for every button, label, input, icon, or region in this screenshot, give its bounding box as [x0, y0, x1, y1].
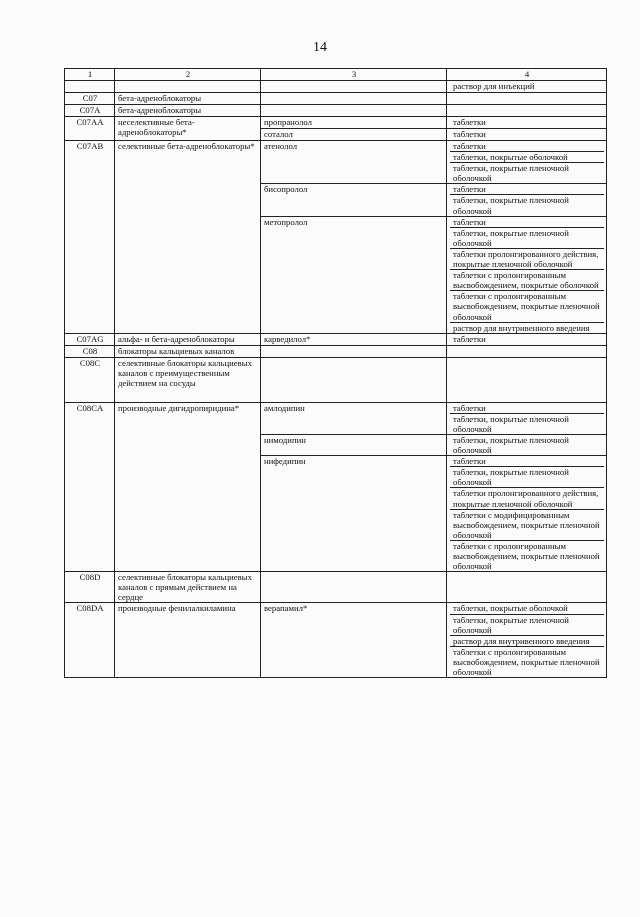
drug-name-cell — [261, 572, 447, 603]
dosage-form-item: раствор для внутривенного введения — [453, 322, 590, 333]
dosage-forms-cell — [447, 603, 607, 678]
dosage-forms-cell — [447, 105, 607, 117]
dosage-form-item: таблетки, покрытые пленочной оболочкой — [453, 163, 569, 184]
drug-name-cell — [261, 105, 447, 117]
dosage-forms-cell — [447, 129, 607, 141]
table-row — [65, 105, 607, 117]
header-cell: 1 — [65, 69, 115, 81]
dosage-form-item: таблетки с пролонгированным высвобождением, покрытые пленочной оболочкой — [453, 646, 600, 678]
dosage-form-item — [450, 105, 604, 116]
atc-code-cell — [65, 81, 115, 93]
page-number: 14 — [313, 40, 327, 55]
dosage-forms-cell — [447, 456, 607, 572]
dosage-form-item: раствор для внутривенного введения — [450, 636, 604, 647]
dosage-form-item: таблетки, покрытые оболочкой — [450, 152, 604, 163]
dosage-forms-cell — [447, 216, 607, 333]
group-name-cell: производные дигидропиридина* — [115, 402, 261, 572]
table-row — [65, 81, 607, 93]
dosage-form-item: таблетки пролонгированного действия, покрытые пленочной оболочкой — [450, 488, 604, 509]
dosage-forms-cell — [447, 117, 607, 129]
table-row — [65, 345, 607, 357]
atc-code-cell: C08 — [65, 345, 115, 357]
dosage-form-item: таблетки — [453, 333, 486, 344]
dosage-form-item: таблетки — [450, 403, 604, 414]
atc-code-cell: C08DA — [65, 603, 115, 678]
dosage-forms-cell — [447, 572, 607, 603]
dosage-form-item: таблетки с пролонгированным высвобождением, покрытые пленочной оболочкой — [453, 540, 600, 572]
drug-name-cell: амлодипин — [261, 402, 447, 434]
drug-name-cell: пропранолол — [261, 117, 447, 129]
dosage-forms-cell — [447, 357, 607, 402]
drug-name-cell — [261, 93, 447, 105]
group-name-cell — [115, 81, 261, 93]
table-row — [65, 603, 607, 678]
dosage-form-item — [450, 93, 604, 104]
dosage-form-item: таблетки, покрытые пленочной оболочкой — [453, 195, 569, 216]
group-name-cell: неселективные бета-адреноблокаторы* — [115, 117, 261, 141]
atc-code-cell: C08CA — [65, 402, 115, 572]
drug-name-cell: метопролол — [261, 216, 447, 333]
dosage-form-item: таблетки с пролонгированным высвобождением, покрытые оболочкой — [450, 270, 604, 291]
table-row — [65, 402, 607, 434]
drug-name-cell: соталол — [261, 129, 447, 141]
group-name-cell: производные фенилалкиламина — [115, 603, 261, 678]
group-name-cell: блокаторы кальциевых каналов — [115, 345, 261, 357]
dosage-form-item: таблетки, покрытые пленочной оболочкой — [453, 413, 569, 434]
atc-code-cell: C07A — [65, 105, 115, 117]
table-header-row — [65, 69, 607, 81]
atc-code-cell: C07AA — [65, 117, 115, 141]
drug-name-cell: атенолол — [261, 141, 447, 184]
dosage-form-item: таблетки, покрытые пленочной оболочкой — [450, 615, 604, 636]
table-row — [65, 117, 607, 129]
dosage-form-item: таблетки с модифицированным высвобождением, покрытые пленочной оболочкой — [450, 510, 604, 541]
header-cell: 2 — [115, 69, 261, 81]
header-cell: 4 — [447, 69, 607, 81]
atc-code-cell: C07AB — [65, 141, 115, 334]
dosage-form-item: таблетки, покрытые пленочной оболочкой — [450, 467, 604, 488]
atc-code-cell: C08D — [65, 572, 115, 603]
atc-code-cell: C07AG — [65, 333, 115, 345]
group-name-cell: селективные блокаторы кальциевых каналов с прямым действием на сердце — [115, 572, 261, 603]
dosage-form-item: таблетки — [453, 117, 486, 127]
dosage-form-item: таблетки — [450, 141, 604, 152]
atc-code-cell: C07 — [65, 93, 115, 105]
group-name-cell: бета-адреноблокаторы — [115, 105, 261, 117]
group-name-cell: бета-адреноблокаторы — [115, 93, 261, 105]
dosage-form-item: таблетки, покрытые пленочной оболочкой — [450, 228, 604, 249]
drug-name-cell: бисопролол — [261, 184, 447, 216]
group-name-cell: альфа- и бета-адреноблокаторы — [115, 333, 261, 345]
dosage-form-item: таблетки с пролонгированным высвобождением, покрытые пленочной оболочкой — [450, 291, 604, 322]
dosage-form-item: таблетки, покрытые пленочной оболочкой — [453, 434, 569, 456]
dosage-form-item: таблетки — [450, 217, 604, 228]
header-cell: 3 — [261, 69, 447, 81]
table-row — [65, 141, 607, 184]
dosage-forms-cell — [447, 345, 607, 357]
dosage-form-item: таблетки — [453, 129, 486, 139]
dosage-form-item: раствор для инъекций — [453, 81, 535, 91]
drug-name-cell — [261, 357, 447, 402]
dosage-form-item: таблетки — [450, 184, 604, 195]
table-row — [65, 333, 607, 345]
dosage-forms-cell — [447, 434, 607, 455]
dosage-form-item: таблетки — [450, 456, 604, 467]
dosage-forms-cell — [447, 93, 607, 105]
dosage-form-item: таблетки пролонгированного действия, покрытые пленочной оболочкой — [450, 249, 604, 270]
group-name-cell: селективные блокаторы кальциевых каналов с преимущественным действием на сосуды — [115, 357, 261, 402]
group-name-cell: селективные бета-адреноблокаторы* — [115, 141, 261, 334]
table-row — [65, 93, 607, 105]
dosage-forms-cell — [447, 333, 607, 345]
drug-name-cell — [261, 345, 447, 357]
drug-table — [64, 68, 607, 678]
table-row — [65, 572, 607, 603]
dosage-form-item: таблетки, покрытые оболочкой — [450, 603, 604, 614]
dosage-form-item — [450, 358, 604, 402]
dosage-forms-cell — [447, 402, 607, 434]
dosage-forms-cell — [447, 141, 607, 184]
drug-name-cell — [261, 81, 447, 93]
drug-name-cell: нифедипин — [261, 456, 447, 572]
drug-name-cell: нимодипин — [261, 434, 447, 455]
dosage-forms-cell — [447, 184, 607, 216]
table-row — [65, 357, 607, 402]
atc-code-cell: C08C — [65, 357, 115, 402]
dosage-form-item — [450, 346, 604, 357]
dosage-forms-cell — [447, 81, 607, 93]
drug-name-cell: карведилол* — [261, 333, 447, 345]
drug-name-cell: верапамил* — [261, 603, 447, 678]
